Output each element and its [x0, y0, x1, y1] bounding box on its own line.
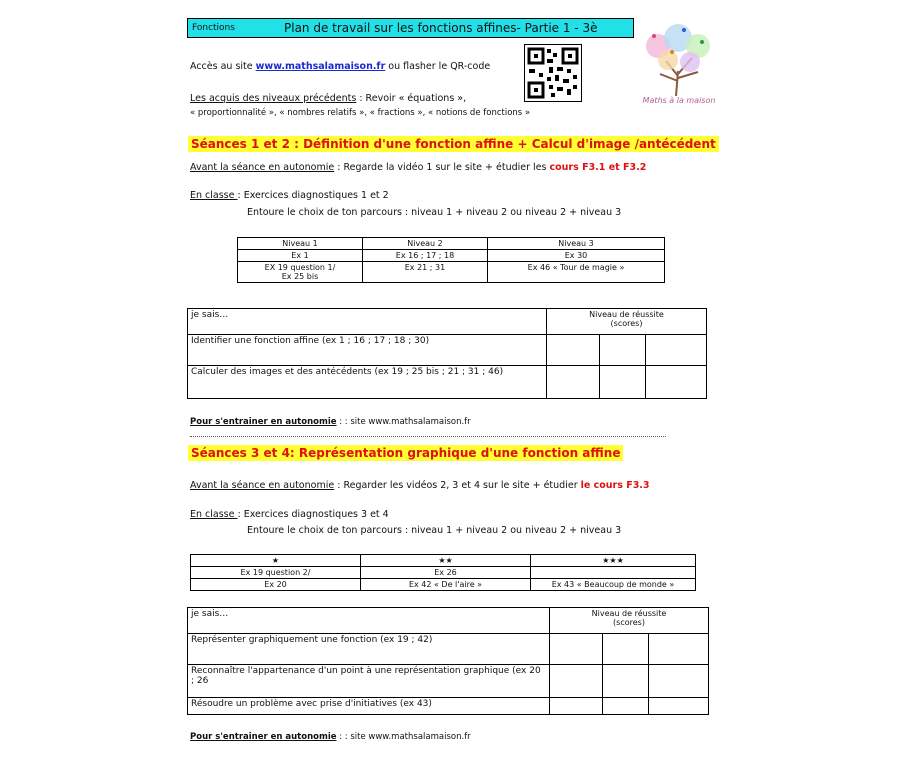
access-suffix: ou flasher le QR-code — [385, 61, 491, 72]
section2-train-label: Pour s'entrainer en autonomie — [190, 732, 337, 742]
score-cell[interactable] — [600, 366, 646, 399]
table-header-row — [238, 238, 665, 250]
table-row — [191, 579, 696, 591]
table-row — [188, 634, 709, 665]
score-cell[interactable] — [550, 665, 603, 698]
section2-train-text: : : site www.mathsalamaison.fr — [336, 732, 471, 742]
section1-classe-text: : Exercices diagnostiques 1 et 2 — [237, 190, 389, 201]
niveau-label: Niveau de réussite — [589, 310, 664, 319]
table-cell — [531, 567, 696, 579]
skill-item: Reconnaître l'appartenance d'un point à une représentation graphique (ex 20 ; 26 — [188, 665, 550, 698]
score-cell[interactable] — [550, 698, 603, 715]
table-row — [238, 262, 665, 283]
score-cell[interactable] — [547, 335, 600, 366]
section2-avant-text: : Regarder les vidéos 2, 3 et 4 sur le site + étudier — [334, 480, 581, 491]
section1-classe-label: En classe — [190, 190, 238, 201]
section2-parcours: Entoure le choix de ton parcours : niveau 1 + niveau 2 ou niveau 2 + niveau 3 — [247, 525, 622, 536]
header-bar — [187, 18, 634, 38]
score-cell[interactable] — [600, 335, 646, 366]
table-row — [188, 665, 709, 698]
section1-parcours: Entoure le choix de ton parcours : niveau 1 + niveau 2 ou niveau 2 + niveau 3 — [247, 207, 622, 218]
score-cell[interactable] — [649, 665, 709, 698]
section2-train — [190, 732, 471, 742]
score-cell[interactable] — [646, 366, 707, 399]
score-cell[interactable] — [603, 634, 649, 665]
table-row — [188, 366, 707, 399]
section1-levels-table — [237, 237, 665, 283]
cell-line: Ex 25 bis — [281, 272, 319, 281]
level-header-1: ★ — [191, 555, 361, 567]
table-cell: Ex 46 « Tour de magie » — [488, 262, 665, 283]
score-cell[interactable] — [646, 335, 707, 366]
table-cell: Ex 43 « Beaucoup de monde » — [531, 579, 696, 591]
table-row — [238, 250, 665, 262]
acquis-line2: « proportionnalité », « nombres relatifs », « fractions », « notions de fonctions » — [190, 108, 531, 118]
table-cell: Ex 21 ; 31 — [363, 262, 488, 283]
score-cell[interactable] — [649, 698, 709, 715]
section2-skills-table — [187, 607, 709, 715]
level-header-3: ★★★ — [531, 555, 696, 567]
page-title: Plan de travail sur les fonctions affines- Partie 1 - 3è — [284, 21, 598, 35]
table-cell: Ex 26 — [361, 567, 531, 579]
section1-skills-table — [187, 308, 707, 399]
cell-line: EX 19 question 1/ — [264, 263, 336, 272]
table-row — [188, 335, 707, 366]
level-header-3: Niveau 3 — [488, 238, 665, 250]
skills-header: je sais… — [188, 309, 547, 335]
niveau-header — [547, 309, 707, 335]
logo — [636, 16, 722, 112]
skill-item: Résoudre un problème avec prise d'initiatives (ex 43) — [188, 698, 550, 715]
section2-title: Séances 3 et 4: Représentation graphique d'une fonction affine — [188, 445, 623, 461]
acquis-line1: : Revoir « équations », — [356, 93, 467, 104]
table-cell: Ex 16 ; 17 ; 18 — [363, 250, 488, 262]
table-cell: Ex 30 — [488, 250, 665, 262]
score-cell[interactable] — [649, 634, 709, 665]
section1-avant-red: cours F3.1 et F3.2 — [549, 162, 647, 173]
section1-avant-text: : Regarde la vidéo 1 sur le site + étudier les — [334, 162, 550, 173]
section1-train-label: Pour s'entrainer en autonomie — [190, 417, 337, 427]
niveau-header — [550, 608, 709, 634]
score-cell[interactable] — [550, 634, 603, 665]
scores-label: (scores) — [610, 319, 643, 328]
score-cell[interactable] — [603, 698, 649, 715]
table-cell: Ex 20 — [191, 579, 361, 591]
score-cell[interactable] — [547, 366, 600, 399]
section2-levels-table — [190, 554, 696, 591]
level-header-2: Niveau 2 — [363, 238, 488, 250]
section2-avant-red: le cours F3.3 — [580, 480, 650, 491]
score-cell[interactable] — [603, 665, 649, 698]
section1-train — [190, 417, 471, 427]
qr-code — [524, 44, 582, 102]
acquis-label: Les acquis des niveaux précédents — [190, 93, 357, 104]
section2-classe-label: En classe — [190, 509, 238, 520]
skills-header: je sais… — [188, 608, 550, 634]
skill-item: Identifier une fonction affine (ex 1 ; 16 ; 17 ; 18 ; 30) — [188, 335, 547, 366]
skill-item: Calculer des images et des antécédents (ex 19 ; 25 bis ; 21 ; 31 ; 46) — [188, 366, 547, 399]
access-prefix: Accès au site — [190, 61, 256, 72]
section2-avant — [190, 480, 650, 491]
section2-classe — [190, 509, 389, 520]
section1-classe — [190, 190, 389, 201]
access-line — [190, 61, 490, 72]
site-link[interactable]: www.mathsalamaison.fr — [255, 61, 386, 72]
qr-code-icon — [525, 45, 581, 101]
table-header-row — [191, 555, 696, 567]
logo-text: Maths à la maison — [642, 96, 716, 105]
section2-classe-text: : Exercices diagnostiques 3 et 4 — [237, 509, 389, 520]
divider — [190, 436, 666, 437]
table-cell: Ex 42 « De l'aire » — [361, 579, 531, 591]
level-header-1: Niveau 1 — [238, 238, 363, 250]
level-header-2: ★★ — [361, 555, 531, 567]
acquis-line — [190, 93, 466, 104]
table-cell — [238, 262, 363, 283]
section1-avant — [190, 162, 646, 173]
table-row — [191, 567, 696, 579]
table-header-row — [188, 608, 709, 634]
table-cell: Ex 19 question 2/ — [191, 567, 361, 579]
table-header-row — [188, 309, 707, 335]
scores-label: (scores) — [613, 618, 645, 627]
table-row — [188, 698, 709, 715]
section1-train-text: : : site www.mathsalamaison.fr — [336, 417, 471, 427]
header-label: Fonctions — [192, 23, 235, 33]
section1-avant-label: Avant la séance en autonomie — [190, 162, 335, 173]
table-cell: Ex 1 — [238, 250, 363, 262]
skill-item: Représenter graphiquement une fonction (ex 19 ; 42) — [188, 634, 550, 665]
section2-avant-label: Avant la séance en autonomie — [190, 480, 335, 491]
section1-title: Séances 1 et 2 : Définition d'une fonction affine + Calcul d'image /antécédent — [188, 136, 719, 152]
niveau-label: Niveau de réussite — [591, 609, 667, 618]
